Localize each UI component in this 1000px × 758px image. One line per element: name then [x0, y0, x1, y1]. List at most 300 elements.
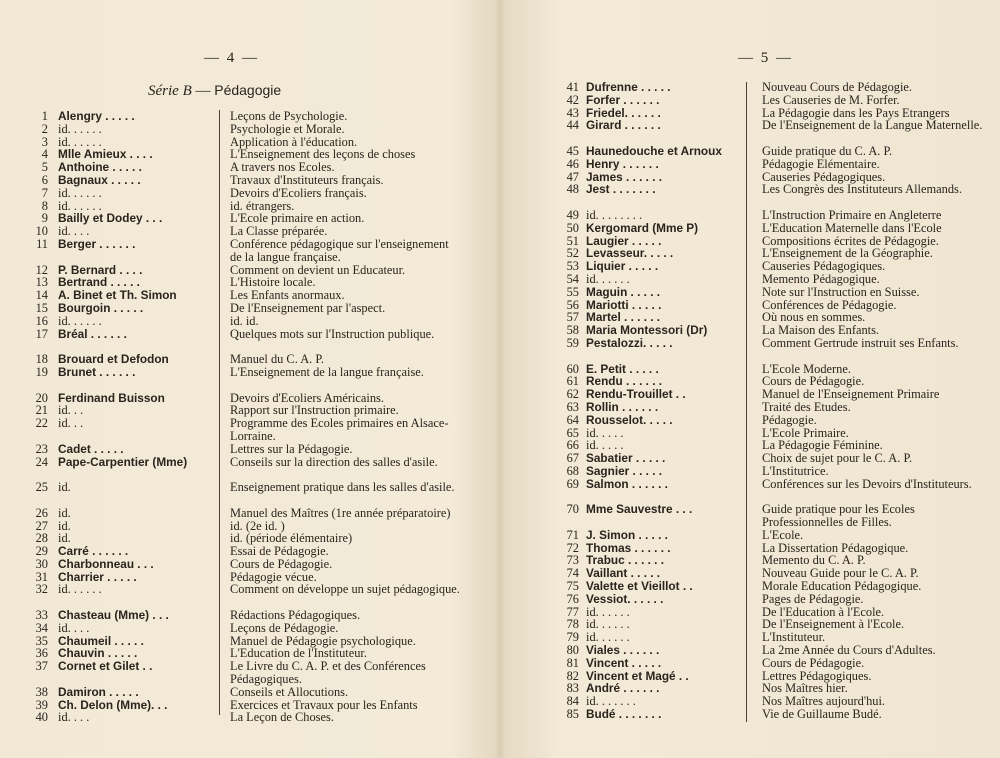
entry-author: id.	[58, 505, 71, 520]
entry-title: Manuel de l'Enseignement Primaire	[762, 387, 940, 402]
series-label: Série B	[148, 83, 192, 99]
entry-author: id. . . .	[58, 224, 90, 239]
entry-title: Manuel de Pédagogie psychologique.	[230, 633, 416, 648]
entry-author: id. . . . .	[586, 425, 624, 440]
entry-number: 39	[35, 697, 48, 712]
entry-title: Compositions écrites de Pédagogie.	[762, 233, 939, 248]
entry-title: Psychologie et Morale.	[230, 121, 345, 136]
entry-number: 79	[566, 630, 579, 645]
entry-author: Levasseur. . . . .	[586, 246, 674, 261]
entry-title: Application à l'éducation.	[230, 134, 358, 149]
entry-author: Vessiot. . . . . .	[586, 591, 664, 606]
entry-number: 84	[566, 694, 579, 709]
entry-number: 30	[35, 556, 48, 571]
entry-author: Dufrenne . . . . .	[586, 80, 671, 94]
entry-author: Rendu-Trouillet . .	[586, 387, 686, 402]
entry-title: Comment on développe un sujet pédagogique.	[230, 582, 460, 597]
entry-title: Exercices et Travaux pour les Enfants	[230, 697, 418, 712]
entry-title: Le Livre du C. A. P. et des Conférences Pédagogiques.	[230, 659, 426, 687]
entry-title: Guide pratique du C. A. P.	[762, 143, 893, 158]
entry-number: 20	[35, 390, 48, 405]
entry-number: 33	[35, 608, 48, 623]
entry-author: Haunedouche et Arnoux	[586, 143, 722, 158]
catalog-entry	[555, 337, 985, 363]
catalog-entry	[555, 580, 985, 593]
entry-title: Travaux d'Instituteurs français.	[230, 172, 384, 187]
catalog-entry	[22, 583, 462, 609]
entry-number: 29	[35, 544, 48, 559]
entry-title: L'Ecole Primaire.	[762, 425, 849, 440]
entry-number: 45	[566, 143, 579, 158]
entry-author: E. Petit . . . . .	[586, 361, 659, 376]
entry-number: 31	[35, 569, 48, 584]
entry-number: 58	[566, 323, 579, 338]
entry-number: 62	[566, 387, 579, 402]
catalog-entry	[22, 558, 462, 571]
entry-title: L'Institutrice.	[762, 463, 829, 478]
entry-number: 47	[566, 169, 579, 184]
entry-author: id. . . . . . . .	[586, 207, 643, 222]
entry-title: Essai de Pédagogie.	[230, 544, 329, 559]
catalog-entry	[22, 123, 462, 136]
entry-number: 43	[566, 105, 579, 120]
entry-title: L'Instituteur.	[762, 630, 826, 645]
entry-title: Cours de Pédagogie.	[762, 655, 865, 670]
entry-author: Cadet . . . . .	[58, 441, 124, 456]
entry-title: Pages de Pédagogie.	[762, 591, 864, 606]
entry-number: 32	[35, 582, 48, 597]
entry-author: Kergomard (Mme P)	[586, 220, 699, 235]
entry-author: Friedel. . . . . .	[586, 105, 661, 120]
entry-title: A travers nos Ecoles.	[230, 160, 335, 175]
entry-author: Thomas . . . . . .	[586, 540, 671, 555]
catalog-entry	[555, 388, 985, 401]
entry-author: Rendu . . . . . .	[586, 374, 663, 389]
entry-title: Memento du C. A. P.	[762, 553, 866, 568]
entry-title: Où nous en sommes.	[762, 310, 866, 325]
catalog-entry	[22, 417, 462, 443]
entry-author: Pestalozzi. . . . .	[586, 335, 673, 350]
entry-number: 5	[41, 160, 48, 175]
entry-number: 68	[566, 463, 579, 478]
entry-author: Vincent . . . . .	[586, 655, 662, 670]
entry-title: Enseignement pratique dans les salles d'asile.	[230, 480, 455, 495]
series-separator: —	[191, 83, 215, 99]
entry-author: Valette et Vieillot . .	[586, 579, 693, 594]
entry-author: id. . . . .	[586, 438, 624, 453]
entry-author: Rousselot. . . . .	[586, 412, 673, 427]
catalog-entry	[555, 465, 985, 478]
entry-title: L'Education de l'Instituteur.	[230, 646, 367, 661]
entry-author: Sagnier . . . . .	[586, 463, 663, 478]
entry-title: La Maison des Enfants.	[762, 323, 879, 338]
entry-title: Causeries Pédagogiques.	[762, 169, 886, 184]
catalog-entry	[555, 478, 985, 504]
entry-title: Lettres sur la Pédagogie.	[230, 441, 353, 456]
entry-number: 82	[566, 668, 579, 683]
catalog-entry	[22, 711, 462, 724]
entry-number: 46	[566, 156, 579, 171]
entry-author: Bailly et Dodey . . .	[58, 211, 163, 226]
entry-number: 9	[41, 211, 48, 226]
entry-number: 28	[35, 531, 48, 546]
entry-number: 59	[566, 335, 579, 350]
entry-title: Morale Education Pédagogique.	[762, 579, 922, 594]
catalog-entry	[555, 657, 985, 670]
entry-title: id. (période élémentaire)	[230, 531, 353, 546]
entry-title: L'Ecole Moderne.	[762, 361, 851, 376]
catalog-entry	[22, 187, 462, 200]
entry-number: 50	[566, 220, 579, 235]
entry-author: Bréal . . . . . .	[58, 326, 127, 341]
entry-title: De l'Education à l'Ecole.	[762, 604, 885, 619]
entry-title: Causeries Pédagogiques.	[762, 259, 886, 274]
entry-title: De l'Enseignement de la Langue Maternelle.	[762, 118, 983, 133]
entry-title: De l'Enseignement par l'aspect.	[230, 300, 386, 315]
entry-title: Quelques mots sur l'Instruction publique.	[230, 326, 435, 341]
entry-author: Laugier . . . . .	[586, 233, 662, 248]
catalog-entry	[22, 622, 462, 635]
entry-number: 36	[35, 646, 48, 661]
entry-author: Chauvin . . . . .	[58, 646, 138, 661]
entry-author: id. . . . . .	[58, 198, 102, 213]
catalog-entry	[555, 119, 985, 145]
entry-author: P. Bernard . . . .	[58, 262, 143, 277]
entry-author: Bertrand . . . . .	[58, 275, 140, 290]
entry-author: Bagnaux . . . . .	[58, 172, 141, 187]
catalog-entry	[555, 158, 985, 171]
entry-number: 51	[566, 233, 579, 248]
catalog-entry	[22, 302, 462, 315]
catalog-entry	[22, 238, 462, 264]
catalog-entry	[555, 708, 985, 721]
entry-title: Nos Maîtres aujourd'hui.	[762, 694, 886, 709]
entry-author: Ferdinand Buisson	[58, 390, 165, 405]
right-page	[500, 0, 1000, 758]
entry-number: 69	[566, 476, 579, 491]
entry-title: id. (2e id. )	[230, 518, 285, 533]
entry-number: 70	[566, 502, 579, 517]
entry-author: Bourgoin . . . . .	[58, 300, 144, 315]
entry-author: id. . . .	[58, 620, 90, 635]
entry-title: Manuel des Maîtres (1re année préparatoire)	[230, 505, 451, 520]
entry-number: 83	[566, 681, 579, 696]
entry-number: 26	[35, 505, 48, 520]
catalog-entry	[22, 686, 462, 699]
entry-author: id. . . . . .	[58, 313, 102, 328]
catalog-entry	[555, 503, 985, 529]
entry-author: id. . . . . .	[586, 604, 630, 619]
entry-title: Conseils et Allocutions.	[230, 684, 349, 699]
entry-number: 54	[566, 271, 579, 286]
entry-author: Mme Sauvestre . . .	[586, 502, 693, 517]
entry-title: id. étrangers.	[230, 198, 295, 213]
entry-number: 25	[35, 480, 48, 495]
entry-title: Les Enfants anormaux.	[230, 288, 345, 303]
entry-author: Salmon . . . . . .	[586, 476, 668, 491]
entry-number: 38	[35, 684, 48, 699]
entry-author: Liquier . . . . .	[586, 259, 659, 274]
entry-author: Martel . . . . . .	[586, 310, 661, 325]
entry-author: Mlle Amieux . . . .	[58, 147, 153, 162]
entry-author: Charbonneau . . .	[58, 556, 154, 571]
catalog-entry	[555, 529, 985, 542]
entry-number: 40	[35, 710, 48, 725]
entry-title: Rédactions Pédagogiques.	[230, 608, 361, 623]
entry-author: id. . . . . .	[58, 185, 102, 200]
entry-title: L'Instruction Primaire en Angleterre	[762, 207, 942, 222]
series-subject: Pédagogie	[214, 82, 282, 98]
entry-title: Nos Maîtres hier.	[762, 681, 848, 696]
entry-number: 16	[35, 313, 48, 328]
entry-author: Jest . . . . . . .	[586, 182, 656, 197]
entry-title: Leçons de Psychologie.	[230, 109, 348, 123]
entry-number: 67	[566, 451, 579, 466]
entry-title: Choix de sujet pour le C. A. P.	[762, 451, 913, 466]
entry-author: id. . . . . .	[58, 582, 102, 597]
catalog-entry	[555, 593, 985, 606]
entry-number: 13	[35, 275, 48, 290]
entry-number: 6	[41, 172, 48, 187]
entry-author: Anthoine . . . . .	[58, 160, 142, 175]
entry-author: Pape-Carpentier (Mme)	[58, 454, 188, 469]
entry-title: L'Enseignement de la langue française.	[230, 364, 424, 379]
entry-title: id. id.	[230, 313, 259, 328]
entry-title: Guide pratique pour les Ecoles Professionnelles de Filles.	[762, 502, 915, 530]
entry-title: L'Enseignement des leçons de choses	[230, 147, 416, 162]
entry-title: La Classe préparée.	[230, 224, 328, 239]
entry-title: La Pédagogie dans les Pays Etrangers	[762, 105, 950, 120]
catalog-entry	[555, 644, 985, 657]
entry-author: id. . . . . .	[586, 271, 630, 286]
entry-title: Conférence pédagogique sur l'enseignement de la langue française.	[230, 236, 449, 264]
entry-title: De l'Enseignement à l'Ecole.	[762, 617, 905, 632]
entry-title: Pédagogie Elémentaire.	[762, 156, 880, 171]
entry-title: Programme des Ecoles primaires en Alsace-Lorraine.	[230, 416, 449, 443]
entry-author: id. . . . . . .	[586, 694, 636, 709]
entry-title: Cours de Pédagogie.	[230, 556, 333, 571]
entry-number: 12	[35, 262, 48, 277]
entry-number: 22	[35, 416, 48, 431]
entry-number: 60	[566, 361, 579, 376]
entry-title: L'Ecole.	[762, 527, 804, 542]
entry-title: L'Education Maternelle dans l'Ecole	[762, 220, 942, 235]
entry-title: Rapport sur l'Instruction primaire.	[230, 403, 399, 418]
entry-number: 23	[35, 441, 48, 456]
entry-title: L'Ecole primaire en action.	[230, 211, 365, 226]
entry-title: Traité des Etudes.	[762, 399, 851, 414]
catalog-entry	[22, 507, 462, 520]
entry-number: 14	[35, 288, 48, 303]
entry-number: 74	[566, 566, 579, 581]
entry-number: 73	[566, 553, 579, 568]
entry-number: 56	[566, 297, 579, 312]
entry-number: 27	[35, 518, 48, 533]
entry-author: Vaillant . . . . .	[586, 566, 661, 581]
entry-number: 72	[566, 540, 579, 555]
entry-number: 78	[566, 617, 579, 632]
catalog-entry	[22, 481, 462, 507]
entry-author: Sabatier . . . . .	[586, 451, 666, 466]
entry-number: 3	[41, 134, 48, 149]
entry-author: James . . . . . .	[586, 169, 663, 184]
entry-number: 53	[566, 259, 579, 274]
entry-title: Les Causeries de M. Forfer.	[762, 92, 900, 107]
entry-number: 42	[566, 92, 579, 107]
entry-author: Maguin . . . . .	[586, 284, 661, 299]
entry-number: 24	[35, 454, 48, 469]
catalog-entry	[22, 366, 462, 392]
entry-author: Rollin . . . . . .	[586, 399, 659, 414]
entry-author: Forfer . . . . . .	[586, 92, 660, 107]
entry-author: Maria Montessori (Dr)	[586, 323, 708, 338]
entry-title: Devoirs d'Ecoliers Américains.	[230, 390, 384, 405]
entry-number: 76	[566, 591, 579, 606]
catalog-entry	[22, 456, 462, 482]
page-number: — 5 —	[738, 50, 793, 66]
entry-author: Cornet et Gilet . .	[58, 659, 153, 674]
catalog-entry	[22, 609, 462, 622]
entry-title: La Pédagogie Féminine.	[762, 438, 883, 453]
entry-title: Conférences sur les Devoirs d'Instituteurs.	[762, 476, 972, 491]
entry-author: Chaumeil . . . . .	[58, 633, 144, 648]
entry-author: Henry . . . . . .	[586, 156, 659, 171]
catalog-list	[555, 81, 985, 721]
entry-number: 80	[566, 643, 579, 658]
entry-number: 35	[35, 633, 48, 648]
entry-number: 1	[41, 109, 48, 123]
catalog-entry	[22, 328, 462, 354]
entry-number: 7	[41, 185, 48, 200]
catalog-entry	[22, 660, 462, 686]
page-number: — 4 —	[204, 50, 259, 66]
entry-number: 65	[566, 425, 579, 440]
entry-author: Brouard et Defodon	[58, 352, 169, 367]
entry-number: 81	[566, 655, 579, 670]
entry-title: Devoirs d'Ecoliers français.	[230, 185, 367, 200]
entry-title: Conférences de Pédagogie.	[762, 297, 897, 312]
entry-number: 57	[566, 310, 579, 325]
entry-author: Mariotti . . . . .	[586, 297, 662, 312]
catalog-entry	[555, 222, 985, 235]
catalog-entry	[555, 414, 985, 427]
entry-number: 52	[566, 246, 579, 261]
entry-author: Vincent et Magé . .	[586, 668, 689, 683]
entry-title: Nouveau Cours de Pédagogie.	[762, 80, 913, 94]
entry-title: Lettres Pédagogiques.	[762, 668, 872, 683]
catalog-entry	[555, 183, 985, 209]
entry-number: 10	[35, 224, 48, 239]
entry-author: id. . .	[58, 416, 84, 431]
catalog-entry	[22, 443, 462, 456]
catalog-entry	[555, 286, 985, 299]
entry-number: 8	[41, 198, 48, 213]
entry-title: Manuel du C. A. P.	[230, 352, 324, 367]
entry-author: Charrier . . . . .	[58, 569, 137, 584]
entry-number: 85	[566, 707, 579, 722]
entry-author: id. . . . . .	[586, 617, 630, 632]
entry-author: Damiron . . . . .	[58, 684, 139, 699]
entry-number: 19	[35, 364, 48, 379]
entry-author: id. . . . . .	[58, 121, 102, 136]
catalog-entry	[555, 273, 985, 286]
entry-number: 66	[566, 438, 579, 453]
entry-number: 71	[566, 527, 579, 542]
entry-title: Note sur l'Instruction en Suisse.	[762, 284, 920, 299]
entry-title: L'Enseignement de la Géographie.	[762, 246, 933, 261]
entry-title: Comment Gertrude instruit ses Enfants.	[762, 335, 959, 350]
entry-author: Viales . . . . . .	[586, 643, 660, 658]
entry-author: id. . . .	[58, 710, 90, 725]
entry-author: id.	[58, 518, 71, 533]
catalog-entry	[555, 94, 985, 107]
catalog-entry	[555, 145, 985, 158]
entry-author: Brunet . . . . . .	[58, 364, 136, 379]
entry-author: id. . .	[58, 403, 84, 418]
entry-title: Les Congrès des Instituteurs Allemands.	[762, 182, 962, 197]
entry-number: 18	[35, 352, 48, 367]
catalog-entry	[22, 110, 462, 123]
entry-number: 55	[566, 284, 579, 299]
entry-author: Alengry . . . . .	[58, 109, 135, 123]
entry-author: id.	[58, 531, 71, 546]
entry-author: Trabuc . . . . . .	[586, 553, 665, 568]
entry-number: 11	[36, 236, 48, 251]
entry-number: 2	[41, 121, 48, 136]
entry-number: 17	[35, 326, 48, 341]
entry-number: 64	[566, 412, 579, 427]
entry-number: 21	[35, 403, 48, 418]
entry-number: 49	[566, 207, 579, 222]
entry-author: Budé . . . . . . .	[586, 707, 662, 722]
entry-author: id.	[58, 480, 71, 495]
entry-number: 34	[35, 620, 48, 635]
entry-number: 75	[566, 579, 579, 594]
entry-number: 37	[35, 659, 48, 674]
series-heading	[148, 82, 281, 100]
entry-author: Girard . . . . . .	[586, 118, 661, 133]
catalog-entry	[22, 545, 462, 558]
entry-title: Nouveau Guide pour le C. A. P.	[762, 566, 919, 581]
entry-title: Comment on devient un Educateur.	[230, 262, 406, 277]
entry-title: Leçons de Pédagogie.	[230, 620, 339, 635]
entry-number: 63	[566, 399, 579, 414]
entry-number: 61	[566, 374, 579, 389]
entry-number: 77	[566, 604, 579, 619]
entry-author: id. . . . . .	[58, 134, 102, 149]
entry-number: 4	[41, 147, 48, 162]
catalog-entry	[22, 315, 462, 328]
catalog-entry	[555, 452, 985, 465]
entry-title: La Leçon de Choses.	[230, 710, 334, 725]
entry-author: Berger . . . . . .	[58, 236, 136, 251]
entry-author: id. . . . . .	[586, 630, 630, 645]
entry-title: Memento Pédagogique.	[762, 271, 880, 286]
entry-title: Pédagogie vécue.	[230, 569, 317, 584]
entry-title: L'Histoire locale.	[230, 275, 316, 290]
entry-title: Conseils sur la direction des salles d'asile.	[230, 454, 438, 469]
catalog-list	[22, 110, 462, 724]
entry-number: 48	[566, 182, 579, 197]
catalog-entry	[555, 209, 985, 222]
entry-author: André . . . . . .	[586, 681, 660, 696]
entry-author: A. Binet et Th. Simon	[58, 288, 177, 303]
entry-title: La 2me Année du Cours d'Adultes.	[762, 643, 936, 658]
entry-title: Cours de Pédagogie.	[762, 374, 865, 389]
catalog-entry	[555, 81, 985, 94]
entry-author: J. Simon . . . . .	[586, 527, 668, 542]
entry-author: Carré . . . . . .	[58, 544, 129, 559]
